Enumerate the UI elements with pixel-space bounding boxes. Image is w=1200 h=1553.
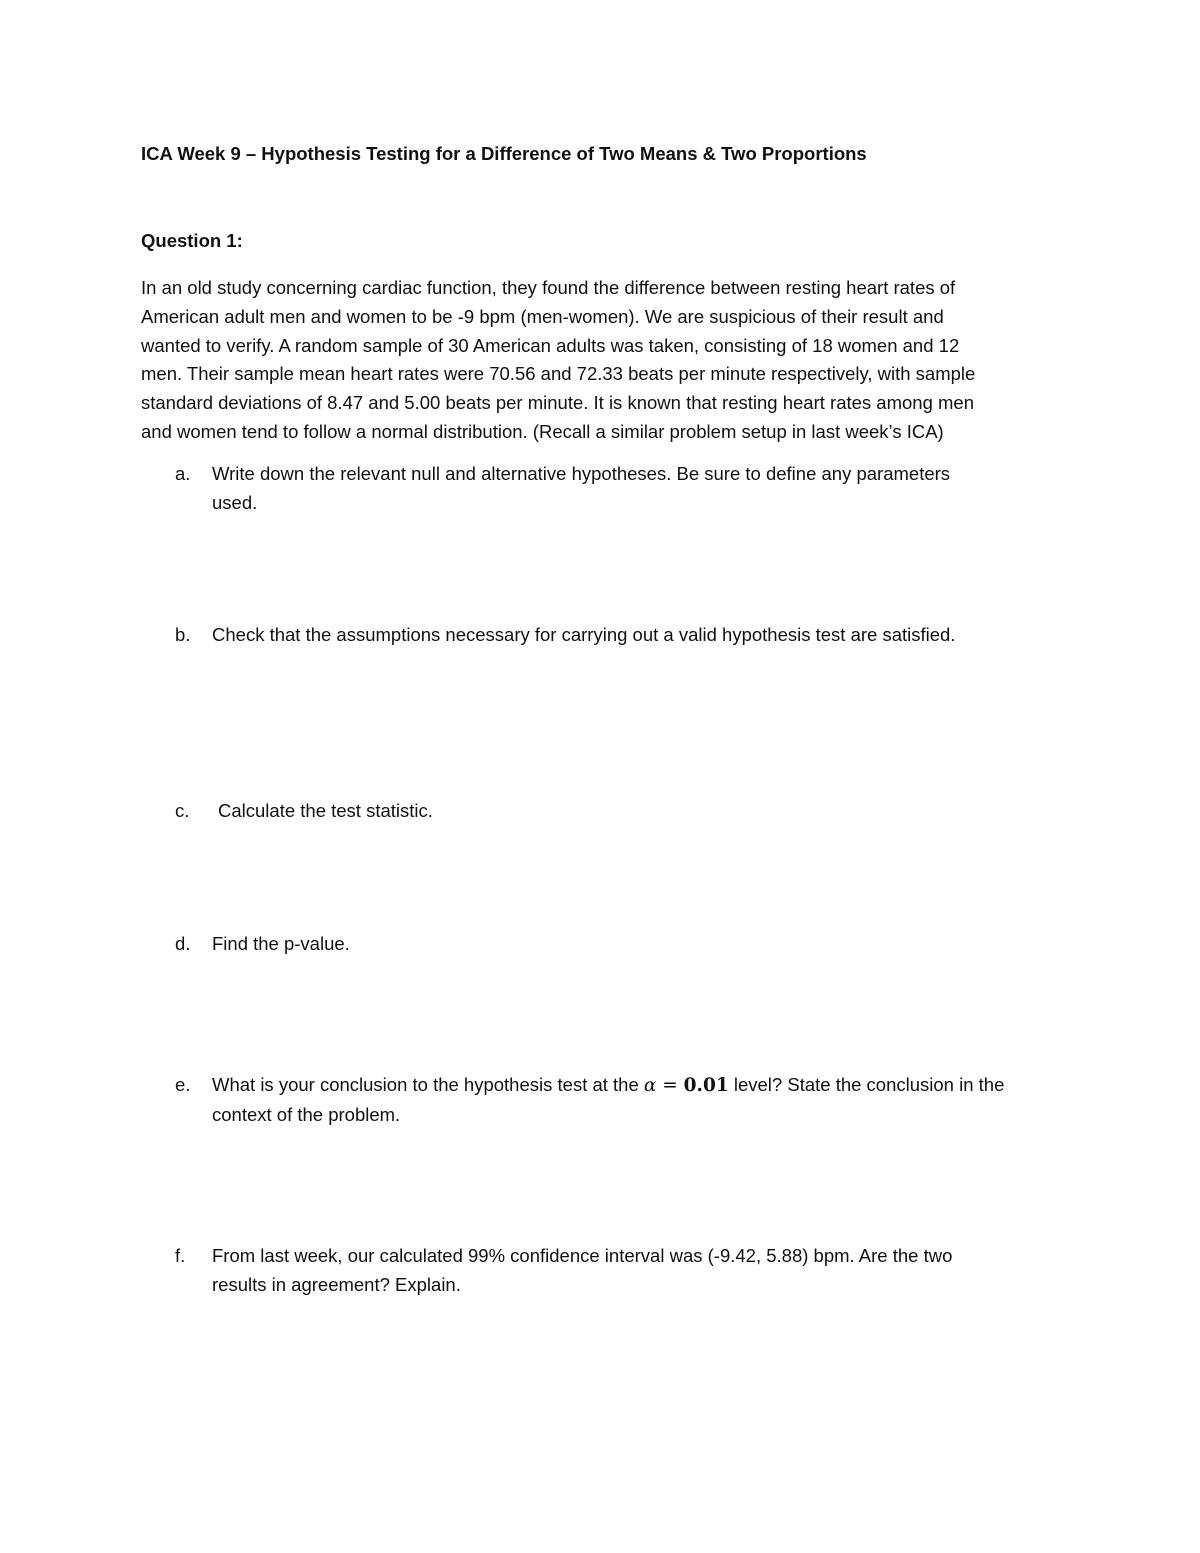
equals-sign: = [656, 1075, 684, 1096]
alpha-equation [644, 1075, 729, 1096]
part-f-line: From last week, our calculated 99% confidence interval was (-9.42, 5.88) bpm. Are the two [212, 1245, 953, 1266]
part-f-text [212, 1242, 1072, 1300]
part-e-text-before: What is your conclusion to the hypothesis test at the [212, 1074, 644, 1095]
intro-line: standard deviations of 8.47 and 5.00 beats per minute. It is known that resting heart rates among men [141, 392, 974, 414]
intro-line: In an old study concerning cardiac function, they found the difference between resting heart rates of [141, 277, 956, 298]
part-f-letter: f. [175, 1245, 186, 1266]
intro-line: and women tend to follow a normal distribution. (Recall a similar problem setup in last week’s ICA) [141, 420, 944, 442]
part-d-line: Find the p-value. [212, 933, 350, 954]
part-c-line: Calculate the test statistic. [218, 800, 433, 821]
part-a-line: Write down the relevant null and alternative hypotheses. Be sure to define any parameters [212, 463, 951, 484]
part-b-text [212, 621, 1072, 650]
intro-line: wanted to verify. A random sample of 30 American adults was taken, consisting of 18 women and 12 [141, 334, 960, 356]
part-e-line: context of the problem. [212, 1103, 401, 1125]
part-e-line [212, 1071, 1072, 1101]
intro-line: men. Their sample mean heart rates were 70.56 and 72.33 beats per minute respectively, with sample [141, 363, 976, 385]
part-a-text [212, 460, 1072, 518]
part-d-text [212, 930, 1072, 959]
alpha-value: 0.01 [683, 1075, 729, 1096]
intro-line: American adult men and women to be -9 bpm (men-women). We are suspicious of their result and [141, 305, 944, 327]
question-intro-paragraph [141, 274, 1061, 447]
part-b-letter: b. [175, 624, 191, 645]
part-c-text [218, 797, 1078, 826]
part-f-line: results in agreement? Explain. [212, 1273, 461, 1295]
part-d-letter: d. [175, 933, 191, 954]
document-title: ICA Week 9 – Hypothesis Testing for a Difference of Two Means & Two Proportions [141, 143, 867, 164]
part-a-line: used. [212, 491, 258, 513]
part-e-letter: e. [175, 1074, 191, 1095]
part-b-line: Check that the assumptions necessary for carrying out a valid hypothesis test are satisfied. [212, 624, 956, 645]
part-a-letter: a. [175, 463, 191, 484]
alpha-symbol: α [643, 1075, 657, 1096]
part-c-letter: c. [175, 800, 190, 821]
part-e-text [212, 1071, 1072, 1130]
part-e-text-after: level? State the conclusion in the [728, 1074, 1005, 1095]
question-heading: Question 1: [141, 230, 243, 251]
